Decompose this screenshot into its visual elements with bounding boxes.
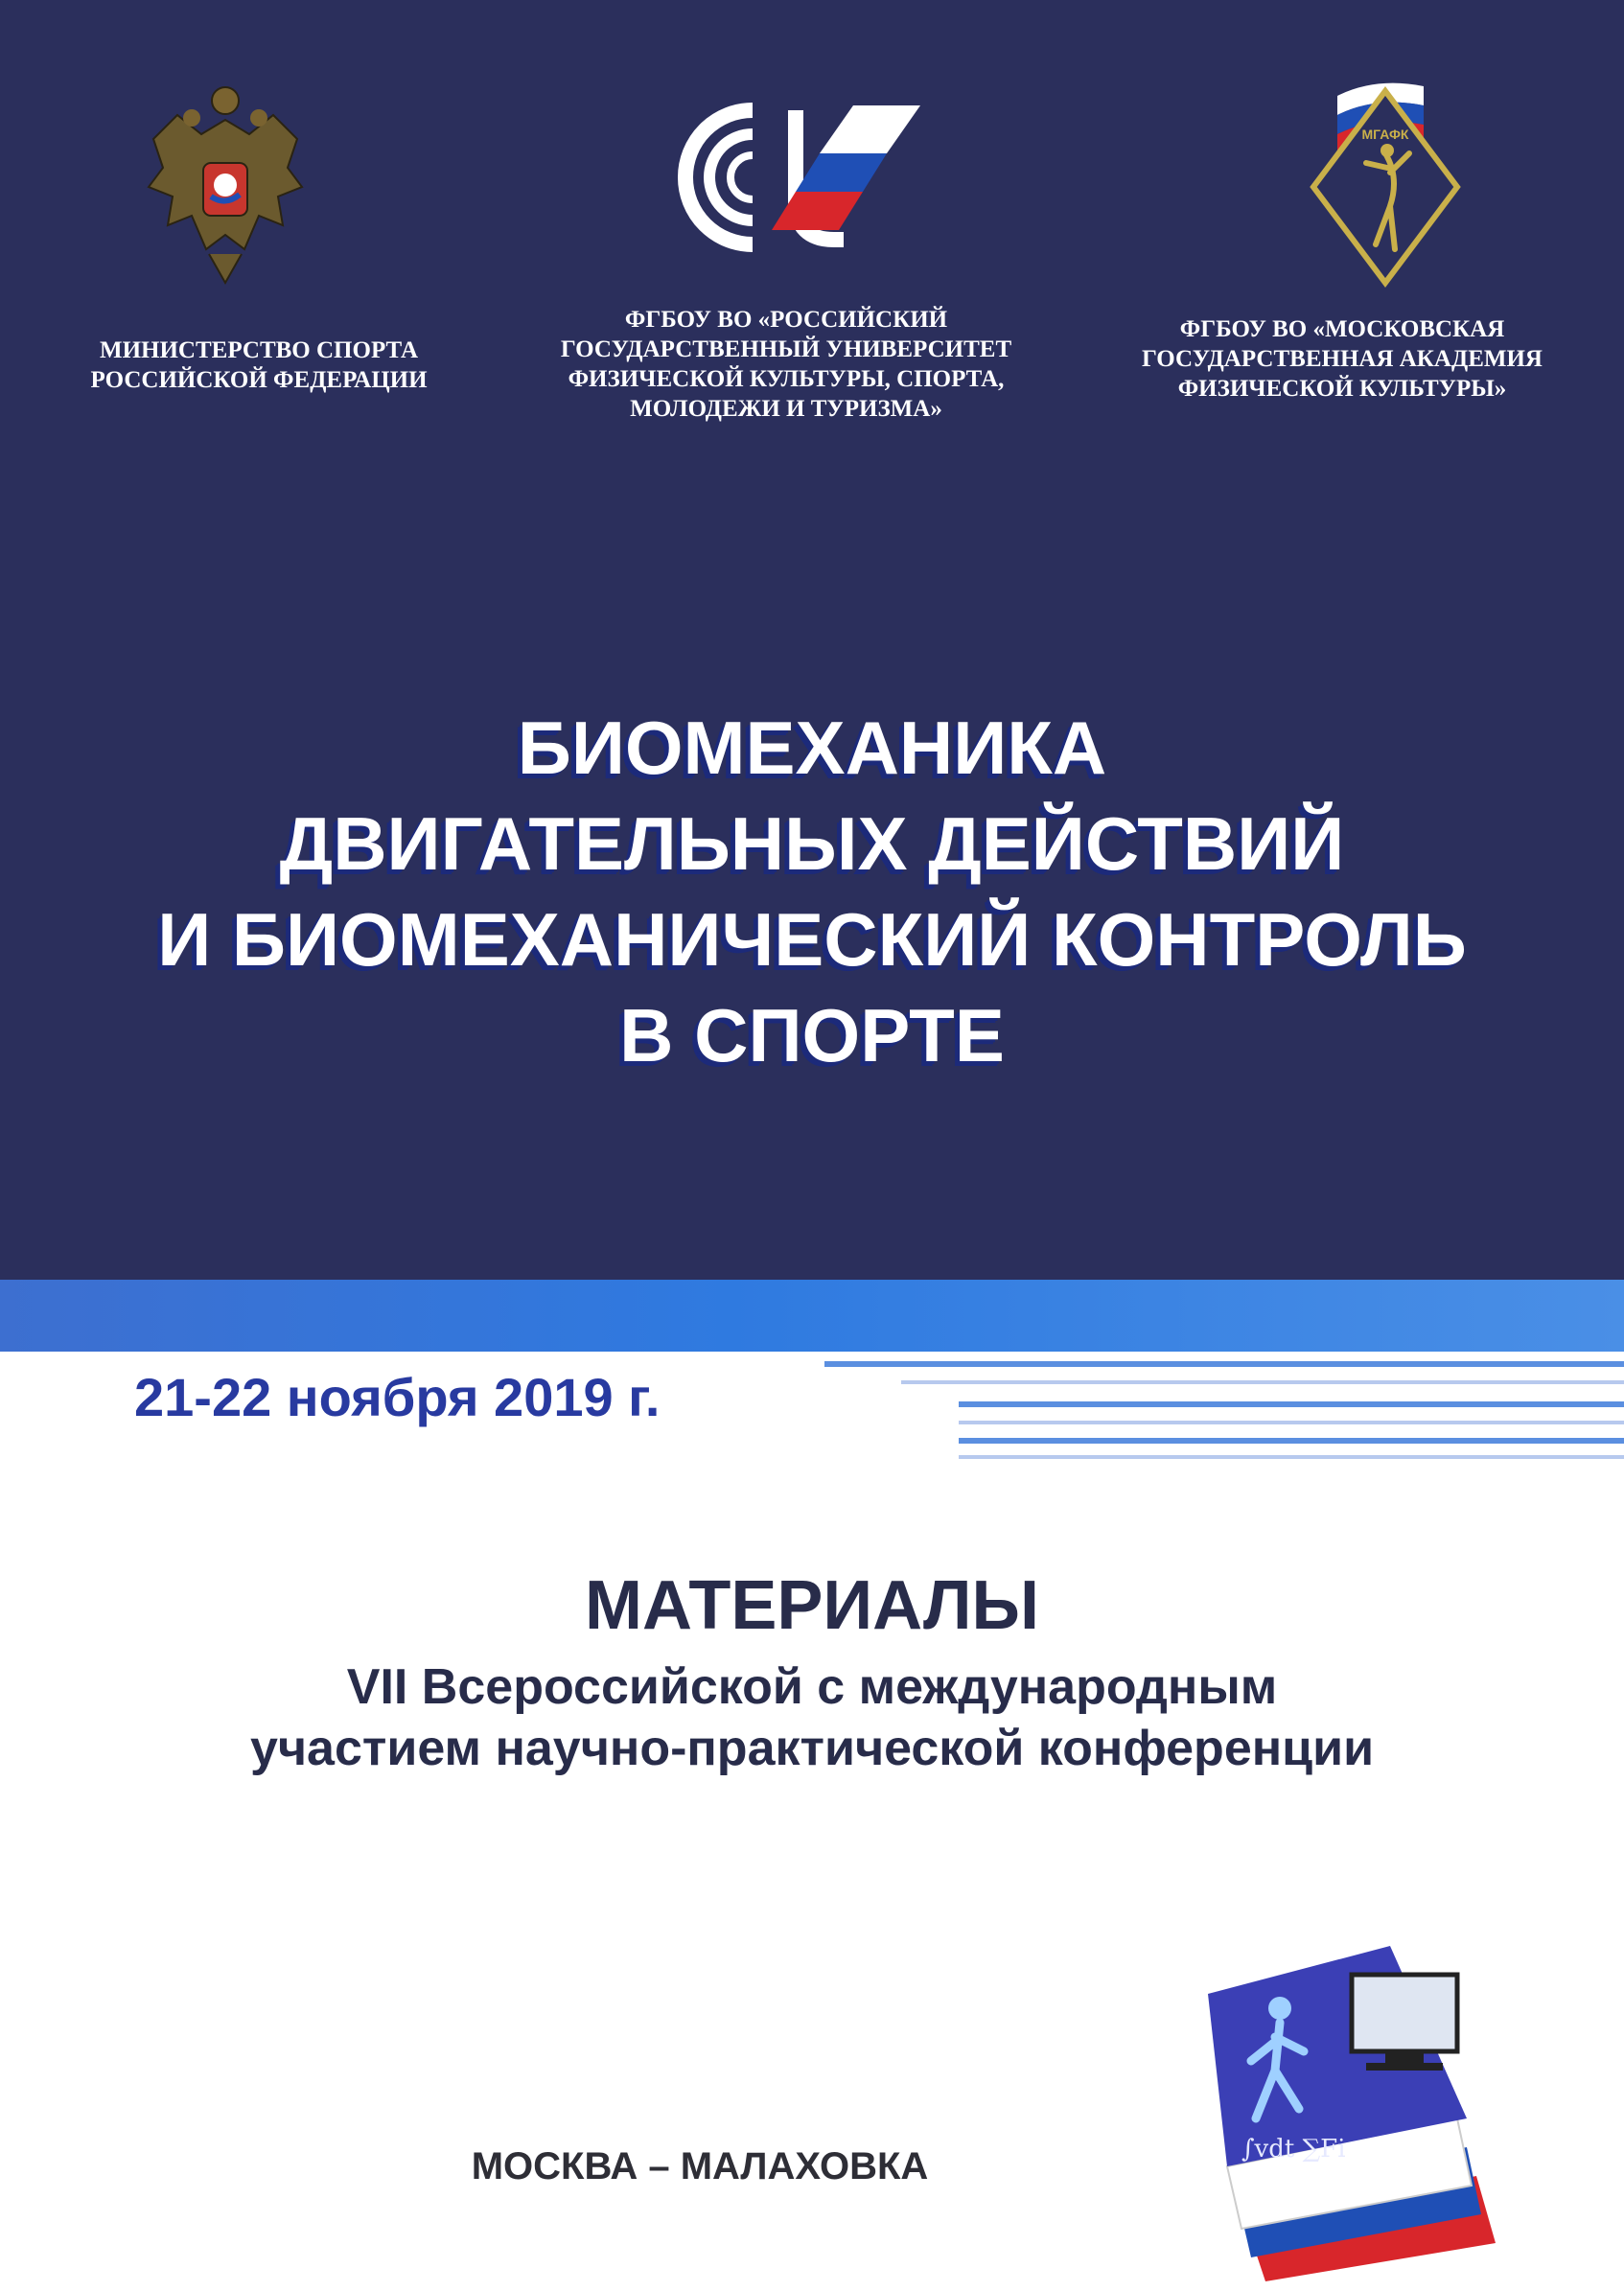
conference-date: 21-22 ноября 2019 г. — [134, 1367, 661, 1427]
decor-stripe — [959, 1438, 1624, 1444]
book-title: БИОМЕХАНИКА ДВИГАТЕЛЬНЫХ ДЕЙСТВИЙ И БИОМЕХАНИЧЕСКИЙ КОНТРОЛЬ В СПОРТЕ — [157, 706, 1467, 1077]
decor-stripe — [959, 1401, 1624, 1407]
university-caption: ФГБОУ ВО «РОССИЙСКИЙ ГОСУДАРСТВЕННЫЙ УНИВЕРСИТЕТ ФИЗИЧЕСКОЙ КУЛЬТУРЫ, СПОРТА, МОЛОДЕЖИ И ТУРИЗМА» — [560, 307, 1012, 422]
decor-stripe — [959, 1455, 1624, 1459]
decor-stripe — [901, 1380, 1624, 1384]
conference-subtitle: VII Всероссийской с международным участием научно-практической конференции — [249, 1659, 1375, 1776]
decor-stripe — [959, 1421, 1624, 1424]
decor-stripe — [824, 1361, 1624, 1367]
ministry-caption: МИНИСТЕРСТВО СПОРТА РОССИЙСКОЙ ФЕДЕРАЦИИ — [90, 337, 428, 393]
publication-city: МОСКВА – МАЛАХОВКА — [471, 2145, 929, 2187]
university-su-logo-icon — [652, 96, 930, 259]
biomechanics-emblem-icon — [1189, 1936, 1515, 2281]
academy-diamond-logo-icon — [1299, 72, 1472, 292]
russian-coat-of-arms-icon — [134, 81, 316, 288]
materials-heading: МАТЕРИАЛЫ — [584, 1567, 1040, 1644]
emblem-formula-text: ∫vdt ∑Fi — [1241, 2135, 1346, 2164]
academy-caption: ФГБОУ ВО «МОСКОВСКАЯ ГОСУДАРСТВЕННАЯ АКАДЕМИЯ ФИЗИЧЕСКОЙ КУЛЬТУРЫ» — [1142, 316, 1543, 402]
academy-logo-text: МГАФК — [1361, 127, 1409, 142]
blue-band — [0, 1280, 1624, 1352]
